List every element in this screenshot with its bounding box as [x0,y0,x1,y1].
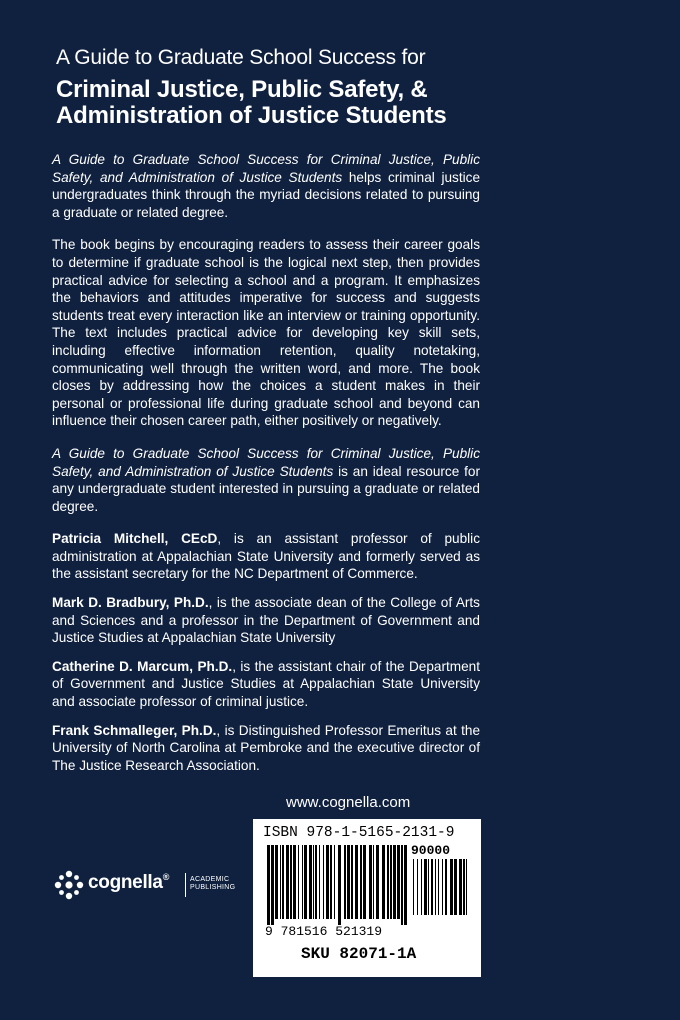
barcode-bar [355,845,358,919]
barcode-bar [393,845,396,919]
barcode-bar [387,845,389,919]
main-barcode [267,845,407,925]
barcode-bar [390,845,392,919]
description-text: is an ideal resource for any undergraduate student interested in pursuing a graduate or related degree. [52,463,480,514]
logo-divider [185,873,186,897]
barcode-bar [450,859,453,915]
isbn-label: ISBN 978-1-5165-2131-9 [263,825,455,841]
barcode-bar [313,845,314,919]
barcode-bar [293,845,296,919]
author-bio-text: , is an assistant professor of public administration at Appalachian State University and formerly served as the assistant secretary for the NC Department of Commerce. [52,531,480,582]
barcode-bar [298,845,299,919]
barcode-bar [438,859,439,915]
author-bio [52,594,480,647]
barcode-bar [360,845,362,919]
barcode-bar [344,845,346,919]
barcode-bar [417,859,418,915]
subtitle: A Guide to Graduate School Success for [56,46,426,69]
barcode-bar [376,845,379,919]
publisher-name: cognella [88,872,163,893]
book-title-italic: A Guide to Graduate School Success for Criminal Justice, Public Safety, and Administration of Justice Students [52,445,480,479]
author-bio [52,658,480,711]
barcode-bar [290,845,292,919]
barcode-bar [373,845,374,919]
barcode-bar [435,859,436,915]
barcode-bar [463,859,465,915]
barcode-bar [428,859,429,915]
barcode-bar [330,845,332,919]
author-bio-text: , is the associate dean of the College of Arts and Sciences and a professor in the Department of Government and Justice Studies at Appalachian State University [52,595,480,646]
barcode-bar [363,845,366,919]
barcode-bar [351,845,353,919]
barcode-bar [302,845,303,919]
publisher-url[interactable]: www.cognella.com [286,794,411,811]
cognella-mark-icon [52,868,86,902]
price-barcode [413,859,469,921]
barcode-bar [404,845,407,925]
barcode-bar [431,859,433,915]
barcode-bar [466,859,467,915]
barcode-bar [413,859,414,915]
barcode-bar [315,845,317,919]
barcode-bar [271,845,274,925]
barcode-bar [347,845,350,919]
description-paragraph-3 [52,445,480,515]
barcode-bar [459,859,462,915]
author-name: Frank Schmalleger, Ph.D. [52,722,217,738]
tagline-line-2: PUBLISHING [190,884,236,891]
barcode-bar [319,845,320,919]
author-name: Catherine D. Marcum, Ph.D. [52,658,233,674]
barcode-bar [338,845,341,925]
registered-mark: ® [162,872,170,882]
body-text [52,151,480,785]
author-bio [52,530,480,583]
barcode-bar [382,845,385,919]
author-bio-text: , is the assistant chair of the Department of Government and Justice Studies at Appalachian State University and associate professor of criminal justice. [52,658,481,710]
book-title [56,77,496,129]
book-title-italic: A Guide to Graduate School Success for Criminal Justice, Public Safety, and Administration of Justice Students [52,152,480,185]
barcode-bar [424,859,427,915]
barcode-bar [275,845,278,919]
description-paragraph-2: The book begins by encouraging readers to assess their career goals to determine if graduate school is the logical next step, then provides practical advice for selecting a school and a program. It emphasizes the behaviors and attitudes imperative for success and suggests students treat every interaction like an interview or training opportunity. The text includes practical advice for developing key skill sets, including effective information retention, quality notetaking, communicating well through the written word, and more. The book closes by addressing how the choices a student makes in their personal or professional life during graduate school and beyond can influence their chosen career path, either positively or negatively. [52,237,480,429]
author-name: Mark D. Bradbury, Ph.D. [52,595,209,611]
barcode-bar [334,845,335,919]
description-paragraph-1 [52,151,480,221]
barcode-bar [280,845,281,919]
ean-digits: 9 781516 521319 [265,924,383,939]
title-line-2: Administration of Justice Students [56,102,447,129]
tagline-line-1: ACADEMIC [190,876,230,883]
barcode-bar [445,859,447,915]
barcode-bar [323,845,324,919]
barcode-bar [267,845,270,925]
author-bio-text: , is Distinguished Professor Emeritus at the University of North Carolina at Pembroke and the executive director of The Justice Research Association. [52,722,481,773]
barcode-bar [309,845,312,919]
barcode-bar [421,859,422,915]
barcode-bar [401,845,403,925]
barcode-bar [326,845,329,919]
sku-label: SKU 82071-1A [301,945,417,963]
barcode-bar [397,845,400,919]
barcode-bar [369,845,372,919]
barcode-panel [253,819,481,977]
barcode-bar [282,845,284,919]
title-line-1: Criminal Justice, Public Safety, & [56,76,428,103]
barcode-bar [286,845,289,919]
barcode-bar [442,859,443,915]
publisher-wordmark [88,872,169,894]
barcode-bar [454,859,457,915]
price-code: 90000 [411,843,451,858]
author-bio [52,722,480,775]
publisher-tagline [190,876,235,892]
description-text: helps criminal justice undergraduates think through the myriad decisions related to pursuing a graduate or related degree. [52,169,480,220]
author-name: Patricia Mitchell, CEcD [52,531,218,547]
barcode-bar [304,845,307,919]
